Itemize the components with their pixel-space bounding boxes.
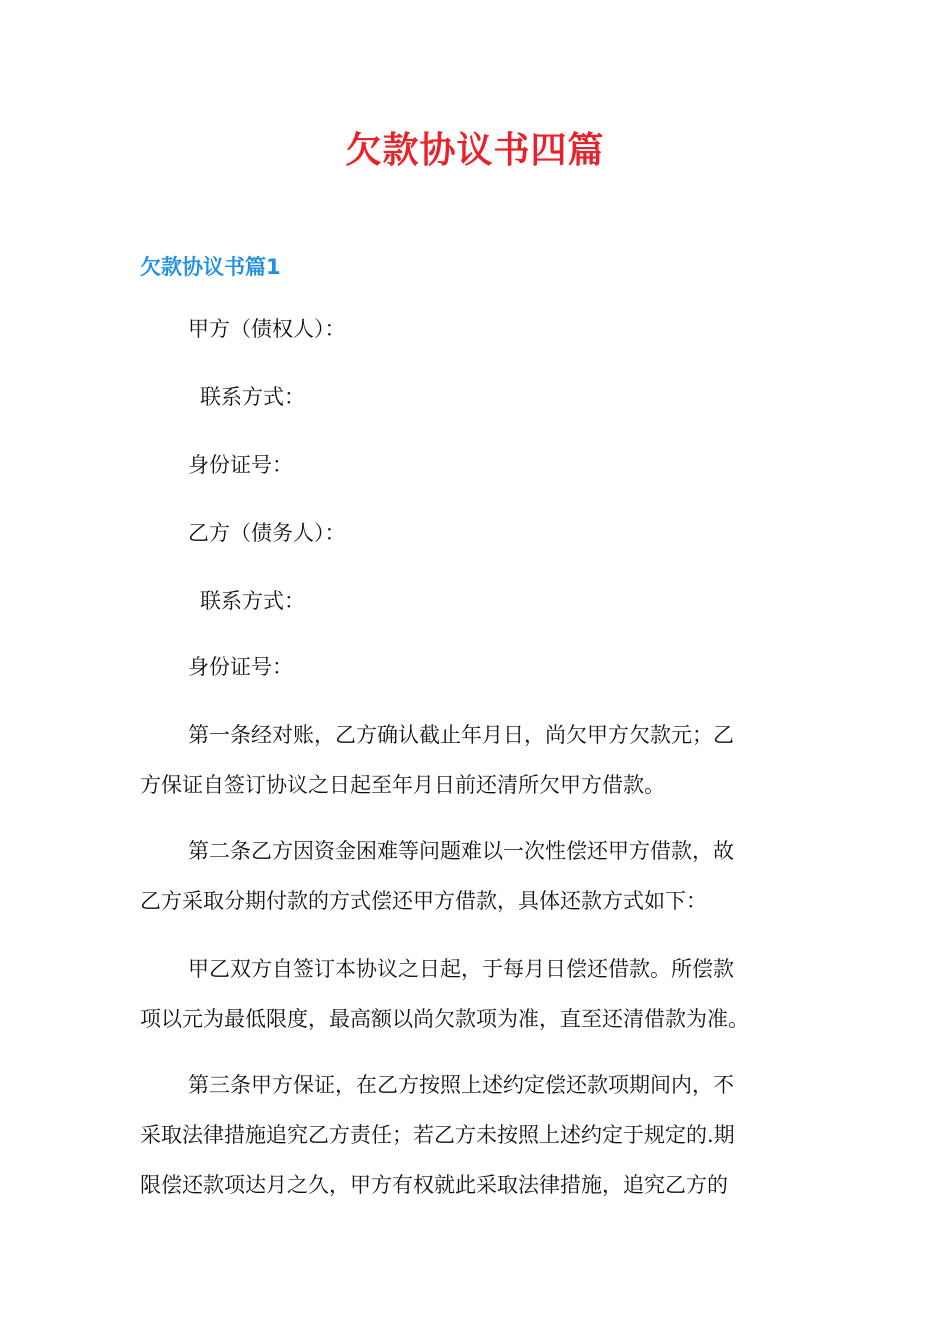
clause-2-paragraph: [140, 836, 820, 936]
clause-2-line: 乙方采取分期付款的方式偿还甲方借款，具体还款方式如下：: [140, 889, 707, 913]
creditor-id-label: 身份证号：: [188, 453, 293, 477]
clause-2-line: 第二条乙方因资金困难等问题难以一次性偿还甲方借款，故: [188, 839, 734, 863]
clause-1-line: 第一条经对账，乙方确认截止年月日，尚欠甲方欠款元；乙: [188, 723, 734, 747]
creditor-field-label: 甲方（债权人）：: [188, 317, 346, 341]
clause-3-line: 采取法律措施追究乙方责任；若乙方未按照上述约定于规定的.期: [140, 1123, 735, 1147]
clause-1-paragraph: [140, 720, 820, 820]
clause-3-paragraph: [140, 1070, 820, 1220]
debtor-id-label: 身份证号：: [188, 655, 293, 679]
clause-1-line: 方保证自签订协议之日起至年月日前还清所欠甲方借款。: [140, 773, 665, 797]
debtor-field-label: 乙方（债务人）：: [188, 521, 346, 545]
repayment-line: 甲乙双方自签订本协议之日起，于每月日偿还借款。所偿款: [188, 957, 734, 981]
repayment-paragraph: [140, 954, 820, 1054]
clause-3-line: 第三条甲方保证，在乙方按照上述约定偿还款项期间内，不: [188, 1073, 734, 1097]
document-title: 欠款协议书四篇: [345, 129, 605, 171]
clause-3-line: 限偿还款项达月之久，甲方有权就此采取法律措施，追究乙方的: [140, 1173, 728, 1197]
section-heading: 欠款协议书篇1: [140, 255, 281, 279]
debtor-contact-label: 联系方式：: [200, 589, 305, 613]
repayment-line: 项以元为最低限度，最高额以尚欠款项为准，直至还清借款为准。: [140, 1007, 749, 1031]
creditor-contact-label: 联系方式：: [200, 385, 305, 409]
